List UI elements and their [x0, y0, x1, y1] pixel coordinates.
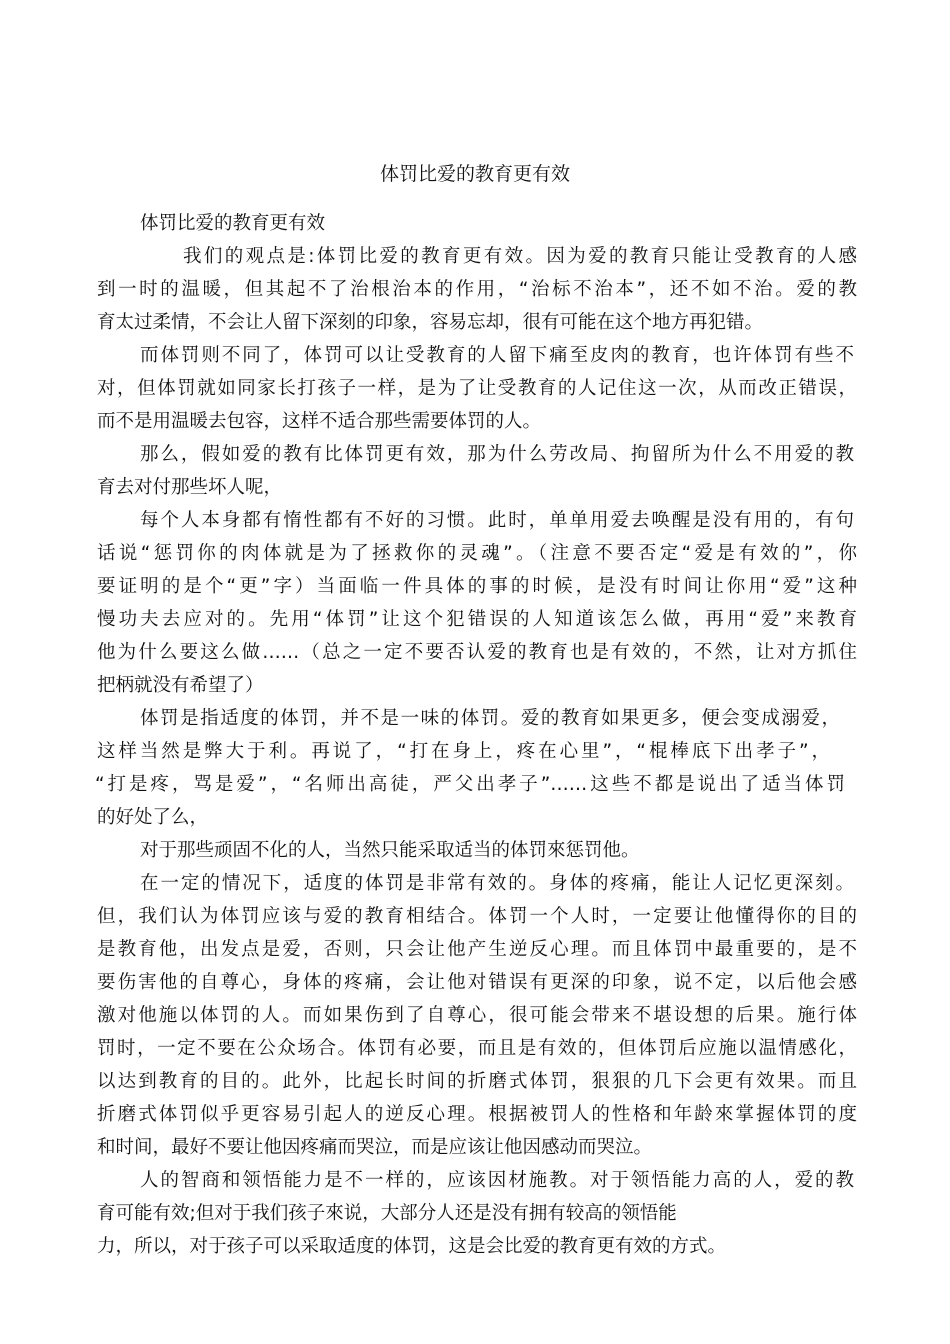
text-line: 力，所以，对于孩子可以采取适度的体罚，这是会比爱的教育更有效的方式。: [97, 1236, 727, 1257]
text-line: 到一时的温暖，但其起不了治根治本的作用，“治标不治本”，还不如不治。爱的教: [97, 279, 857, 300]
text-line: 但，我们认为体罚应该与爱的教育相结合。体罚一个人时，一定要让他懂得你的目的: [97, 906, 857, 927]
text-line: 那么，假如爱的教有比体罚更有效，那为什么劳改局、拘留所为什么不用爱的教: [140, 444, 854, 465]
text-line: 把柄就没有希望了）: [97, 675, 264, 696]
text-line: 在一定的情况下，适度的体罚是非常有效的。身体的疼痛，能让人记忆更深刻。: [140, 873, 854, 894]
text-line: 的好处了么，: [97, 807, 209, 828]
text-line: 激对他施以体罚的人。而如果伤到了自尊心，很可能会带来不堪设想的后果。施行体: [97, 1005, 857, 1026]
document-subtitle: 体罚比爱的教育更有效: [140, 213, 326, 234]
text-line: 人的智商和领悟能力是不一样的，应该因材施教。对于领悟能力高的人，爱的教: [140, 1170, 854, 1191]
text-line: 每个人本身都有惰性都有不好的习惯。此时，单单用爱去唤醒是没有用的，有句: [140, 510, 854, 531]
text-line: 育太过柔情，不会让人留下深刻的印象，容易忘却，很有可能在这个地方再犯错。: [97, 312, 764, 333]
text-line: 要证明的是个“更”字）当面临一件具体的事的时候，是没有时间让你用“爱”这种: [97, 576, 857, 597]
text-line: 体罚是指适度的体罚，并不是一味的体罚。爱的教育如果更多，便会变成溺爱，: [140, 708, 840, 729]
text-line: “打是疼，骂是爱”，“名师出高徒，严父出孝子”……这些不都是说出了适当体罚: [95, 774, 845, 795]
text-line: 育去对付那些坏人呢，: [97, 477, 283, 498]
text-line: 而不是用温暖去包容，这样不适合那些需要体罚的人。: [97, 411, 542, 432]
text-line: 和时间，最好不要让他因疼痛而哭泣，而是应该让他因感动而哭泣。: [97, 1137, 653, 1158]
text-line: 这样当然是弊大于利。再说了，“打在身上，疼在心里”，“棍棒底下出孝子”，: [97, 741, 830, 762]
text-line: 我们的观点是:体罚比爱的教育更有效。因为爱的教育只能让受教育的人感: [183, 246, 857, 267]
text-line: 以达到教育的目的。此外，比起长时间的折磨式体罚，狠狠的几下会更有效果。而且: [97, 1071, 857, 1092]
text-line: 折磨式体罚似乎更容易引起人的逆反心理。根据被罚人的性格和年龄來掌握体罚的度: [97, 1104, 857, 1125]
text-line: 慢功夫去应对的。先用“体罚”让这个犯错误的人知道该怎么做，再用“爱”来教育: [97, 609, 857, 630]
text-line: 是教育他，出发点是爱，否则，只会让他产生逆反心理。而且体罚中最重要的，是不: [97, 939, 857, 960]
text-line: 罚时，一定不要在公众场合。体罚有必要，而且是有效的，但体罚后应施以温情感化，: [97, 1038, 857, 1059]
text-line: 话说“惩罚你的肉体就是为了拯救你的灵魂”。（注意不要否定“爱是有效的”，你: [97, 543, 857, 564]
text-line: 对于那些顽固不化的人，当然只能采取适当的体罚來惩罚他。: [140, 840, 640, 861]
text-line: 而体罚则不同了，体罚可以让受教育的人留下痛至皮肉的教育，也许体罚有些不: [140, 345, 854, 366]
text-line: 他为什么要这么做……（总之一定不要否认爱的教育也是有效的，不然，让对方抓住: [97, 642, 857, 663]
document-title: 体罚比爱的教育更有效: [379, 163, 570, 185]
text-line: 育可能有效;但对于我们孩子來说，大部分人还是没有拥有较高的领悟能: [97, 1203, 677, 1224]
text-line: 要伤害他的自尊心，身体的疼痛，会让他对错误有更深的印象，说不定，以后他会感: [97, 972, 857, 993]
text-line: 对，但体罚就如同家长打孩子一样，是为了让受教育的人记住这一次，从而改正错误，: [97, 378, 857, 399]
